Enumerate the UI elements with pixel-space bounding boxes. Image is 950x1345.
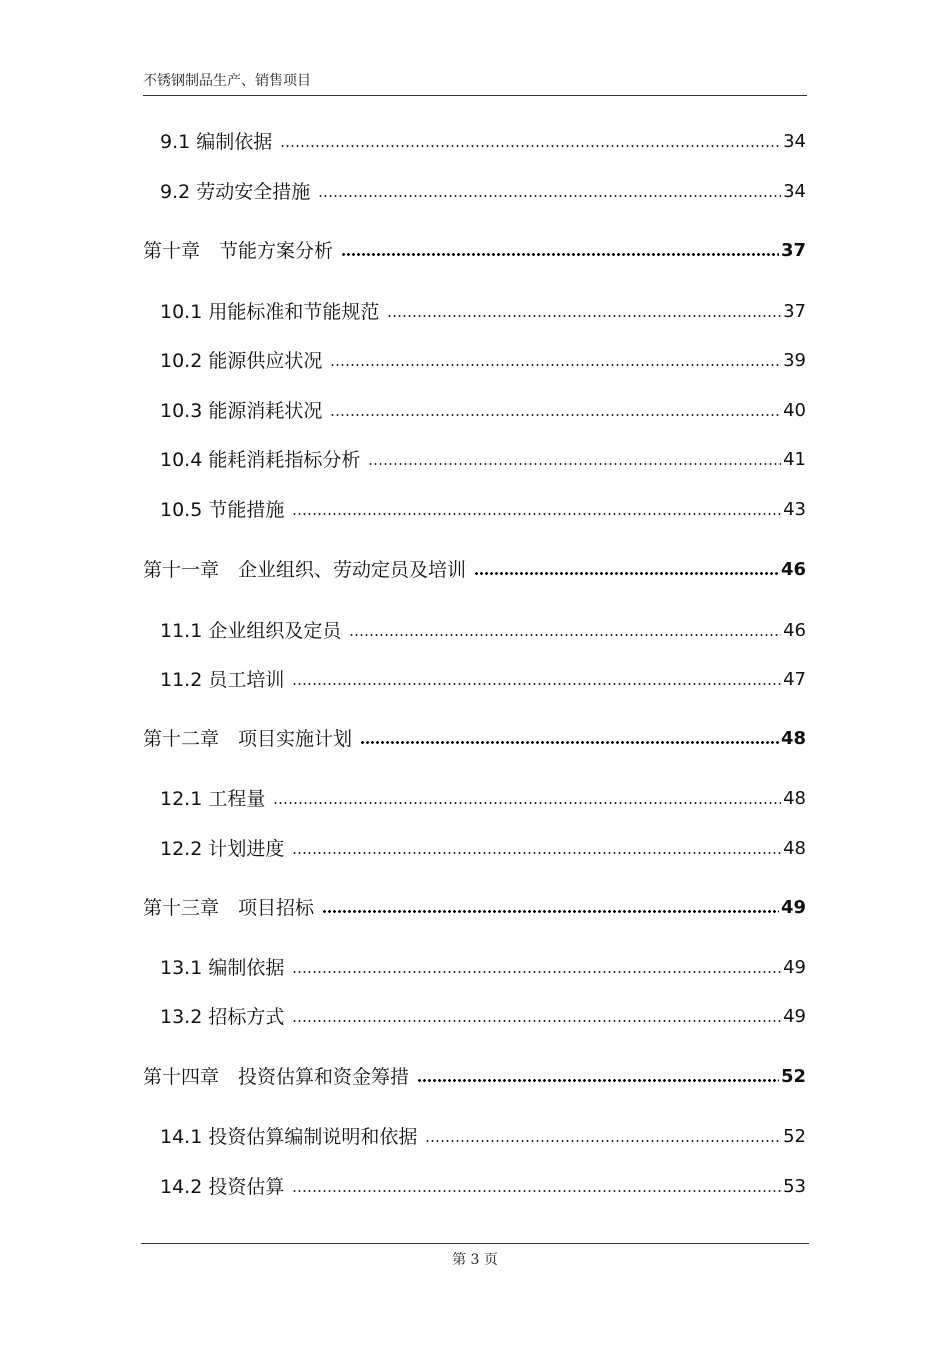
toc-entry-page: 47	[783, 669, 806, 690]
toc-entry-page: 46	[783, 620, 806, 641]
toc-dot-leader	[349, 627, 781, 637]
toc-entry-label: 10.5 节能措施	[160, 499, 285, 521]
toc-entry-label: 13.1 编制依据	[160, 957, 285, 979]
toc-entry[interactable]	[160, 954, 806, 982]
toc-entry-page: 49	[783, 957, 806, 978]
toc-entry[interactable]	[160, 1173, 806, 1201]
toc-dot-leader	[292, 506, 781, 516]
toc-entry[interactable]	[160, 835, 806, 863]
toc-chapter-label: 第十二章 项目实施计划	[143, 728, 353, 750]
toc-chapter-page: 48	[780, 728, 806, 749]
toc-entry[interactable]	[160, 496, 806, 524]
toc-entry[interactable]	[160, 1123, 806, 1151]
toc-dot-leader	[417, 1073, 779, 1083]
toc-entry-page: 41	[783, 449, 806, 470]
toc-dot-leader	[360, 735, 779, 745]
toc-chapter-page: 46	[780, 559, 806, 580]
toc-dot-leader	[273, 795, 781, 805]
toc-entry[interactable]	[160, 666, 806, 694]
toc-entry-label: 9.2 劳动安全措施	[160, 181, 311, 203]
toc-entry-page: 39	[783, 350, 806, 371]
toc-chapter-page: 49	[780, 897, 806, 918]
toc-entry[interactable]	[160, 347, 806, 375]
toc-entry[interactable]	[160, 446, 806, 474]
toc-dot-leader	[292, 964, 781, 974]
footer-page-number: 第 3 页	[452, 1252, 498, 1268]
toc-entry[interactable]	[160, 785, 806, 813]
header-title: 不锈钢制品生产、销售项目	[143, 73, 311, 89]
toc-entry[interactable]	[160, 178, 806, 206]
toc-entry-label: 12.1 工程量	[160, 788, 266, 810]
toc-dot-leader	[292, 845, 781, 855]
toc-entry-page: 34	[783, 181, 806, 202]
toc-entry-label: 9.1 编制依据	[160, 131, 273, 153]
toc-chapter-entry[interactable]	[143, 556, 806, 584]
toc-dot-leader	[292, 1183, 781, 1193]
toc-dot-leader	[387, 308, 781, 318]
toc-dot-leader	[292, 1013, 781, 1023]
toc-entry-label: 13.2 招标方式	[160, 1006, 285, 1028]
toc-chapter-entry[interactable]	[143, 725, 806, 753]
toc-dot-leader	[318, 188, 781, 198]
toc-entry-label: 14.2 投资估算	[160, 1176, 285, 1198]
toc-entry-label: 10.3 能源消耗状况	[160, 400, 323, 422]
toc-entry-label: 10.1 用能标准和节能规范	[160, 301, 380, 323]
toc-chapter-label: 第十三章 项目招标	[143, 897, 315, 919]
footer-divider	[141, 1243, 809, 1244]
toc-entry[interactable]	[160, 298, 806, 326]
toc-entry-label: 10.2 能源供应状况	[160, 350, 323, 372]
toc-entry-page: 52	[783, 1126, 806, 1147]
toc-entry-label: 11.1 企业组织及定员	[160, 620, 342, 642]
toc-entry[interactable]	[160, 128, 806, 156]
toc-entry-page: 43	[783, 499, 806, 520]
toc-entry-page: 53	[783, 1176, 806, 1197]
toc-entry[interactable]	[160, 397, 806, 425]
toc-dot-leader	[322, 904, 779, 914]
toc-entry[interactable]	[160, 617, 806, 645]
toc-entry[interactable]	[160, 1003, 806, 1031]
toc-dot-leader	[368, 456, 781, 466]
toc-entry-page: 49	[783, 1006, 806, 1027]
toc-dot-leader	[330, 407, 781, 417]
toc-chapter-entry[interactable]	[143, 894, 806, 922]
toc-dot-leader	[474, 566, 779, 576]
toc-dot-leader	[330, 357, 781, 367]
toc-entry-page: 48	[783, 788, 806, 809]
toc-chapter-label: 第十四章 投资估算和资金筹措	[143, 1066, 410, 1088]
toc-chapter-page: 37	[780, 240, 806, 261]
toc-entry-label: 11.2 员工培训	[160, 669, 285, 691]
toc-chapter-page: 52	[780, 1066, 806, 1087]
toc-chapter-entry[interactable]	[143, 237, 806, 265]
toc-dot-leader	[292, 676, 781, 686]
toc-entry-page: 37	[783, 301, 806, 322]
toc-entry-label: 10.4 能耗消耗指标分析	[160, 449, 361, 471]
toc-entry-label: 14.1 投资估算编制说明和依据	[160, 1126, 418, 1148]
toc-entry-page: 40	[783, 400, 806, 421]
toc-entry-page: 48	[783, 838, 806, 859]
toc-chapter-label: 第十一章 企业组织、劳动定员及培训	[143, 559, 467, 581]
toc-chapter-label: 第十章 节能方案分析	[143, 240, 334, 262]
toc-chapter-entry[interactable]	[143, 1063, 806, 1091]
toc-entry-page: 34	[783, 131, 806, 152]
toc-entry-label: 12.2 计划进度	[160, 838, 285, 860]
toc-dot-leader	[280, 138, 781, 148]
toc-dot-leader	[341, 247, 779, 257]
toc-dot-leader	[425, 1133, 781, 1143]
